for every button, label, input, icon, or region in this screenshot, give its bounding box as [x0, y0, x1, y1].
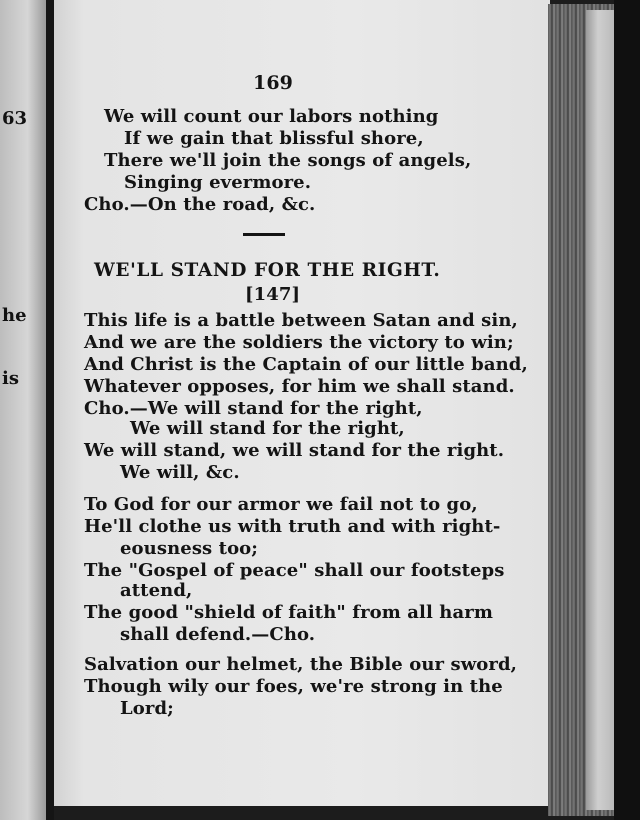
verse-line: Though wily our foes, we're strong in the — [84, 676, 503, 697]
verse-line: There we'll join the songs of angels, — [104, 150, 472, 171]
verse-line: And Christ is the Captain of our little band, — [84, 354, 528, 375]
left-page-fragment: is — [2, 368, 19, 389]
verse-line: shall defend.—Cho. — [120, 624, 316, 645]
verse-line: He'll clothe us with truth and with right- — [84, 516, 501, 537]
section-divider — [243, 233, 285, 236]
verse-line: attend, — [120, 580, 193, 601]
verse-line: Lord; — [120, 698, 174, 719]
chorus-line: Cho.—We will stand for the right, — [84, 398, 423, 419]
verse-line: Whatever opposes, for him we shall stand. — [84, 376, 515, 397]
chorus-reference: Cho.—On the road, &c. — [84, 194, 316, 215]
verse-line: Singing evermore. — [124, 172, 312, 193]
verse-line: To God for our armor we fail not to go, — [84, 494, 478, 515]
verse-line: Salvation our helmet, the Bible our sword, — [84, 654, 518, 675]
chorus-line: We will stand, we will stand for the right. — [84, 440, 505, 461]
chorus-line: We will, &c. — [120, 462, 240, 483]
verse-line: eousness too; — [120, 538, 259, 559]
verse-line: The good "shield of faith" from all harm — [84, 602, 493, 623]
verse-line: If we gain that blissful shore, — [124, 128, 424, 149]
chorus-line: We will stand for the right, — [130, 418, 405, 439]
verse-line: The "Gospel of peace" shall our footsteps — [84, 560, 505, 581]
verse-line: And we are the soldiers the victory to win; — [84, 332, 514, 353]
verse-line: We will count our labors nothing — [104, 106, 439, 127]
hymn-number: [147] — [245, 284, 301, 305]
left-page-fragment: 63 — [2, 108, 28, 129]
left-page-fragment: he — [2, 305, 27, 326]
page-number: 169 — [253, 72, 293, 94]
verse-line: This life is a battle between Satan and sin, — [84, 310, 518, 331]
hymn-title: WE'LL STAND FOR THE RIGHT. — [94, 260, 441, 281]
